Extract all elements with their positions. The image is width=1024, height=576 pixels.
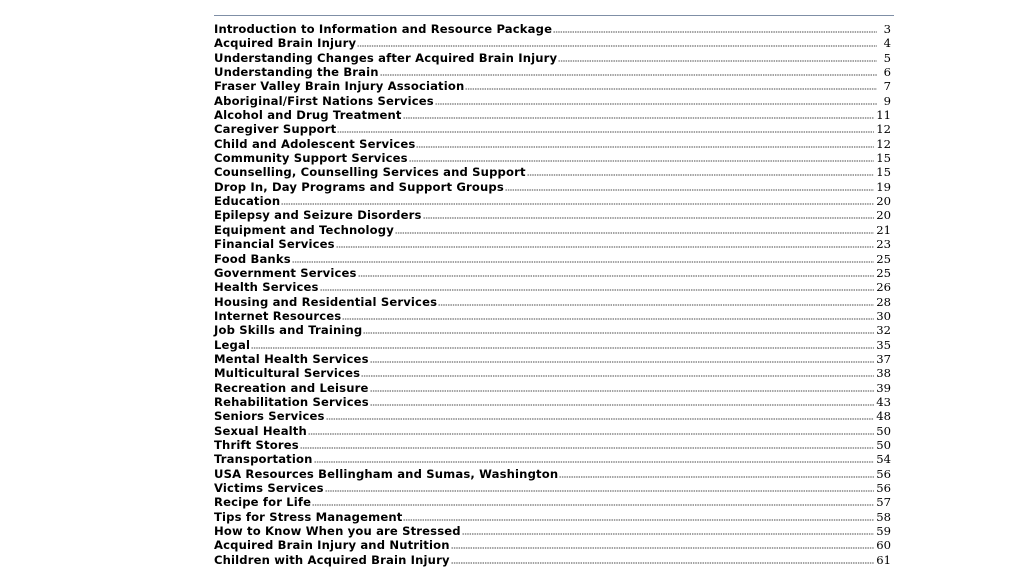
toc-entry[interactable] <box>214 194 891 208</box>
toc-entry[interactable] <box>214 481 891 495</box>
toc-entry-title[interactable]: Job Skills and Training <box>214 323 363 338</box>
toc-entry-title[interactable]: Internet Resources <box>214 308 342 323</box>
toc-entry-page-number[interactable]: 6 <box>883 65 891 80</box>
toc-entry[interactable] <box>214 510 891 524</box>
dot-leader <box>357 37 877 47</box>
dot-leader <box>416 138 874 148</box>
toc-entry[interactable] <box>214 94 891 108</box>
toc-entry-title[interactable]: Mental Health Services <box>214 351 369 366</box>
dot-leader <box>337 123 874 133</box>
toc-entry-title[interactable]: Sexual Health <box>214 423 307 438</box>
toc-entry-page-number[interactable]: 35 <box>876 337 891 352</box>
toc-entry[interactable] <box>214 208 891 222</box>
toc-entry-page-number[interactable]: 56 <box>876 481 891 495</box>
toc-entry-page-number[interactable]: 60 <box>876 538 891 553</box>
toc-entry-page-number[interactable]: 9 <box>883 93 891 108</box>
toc-entry[interactable] <box>214 65 891 79</box>
toc-entry-title[interactable]: USA Resources Bellingham and Sumas, Washington <box>214 466 559 481</box>
toc-entry[interactable] <box>214 381 891 395</box>
table-of-contents <box>214 22 891 567</box>
toc-entry-title[interactable]: Tips for Stress Management <box>214 509 403 524</box>
toc-entry-title[interactable]: Rehabilitation Services <box>214 394 369 409</box>
dot-leader <box>451 554 875 564</box>
toc-entry-title[interactable]: Epilepsy and Seizure Disorders <box>214 208 422 223</box>
toc-entry[interactable] <box>214 280 891 294</box>
toc-entry-title[interactable]: Housing and Residential Services <box>214 294 438 309</box>
toc-entry[interactable] <box>214 223 891 237</box>
toc-entry-page-number[interactable]: 12 <box>876 122 891 137</box>
dot-leader <box>558 52 877 62</box>
toc-entry-title[interactable]: Acquired Brain Injury <box>214 36 357 51</box>
toc-entry-page-number[interactable]: 15 <box>876 151 891 166</box>
toc-entry-title[interactable]: Caregiver Support <box>214 122 337 137</box>
toc-entry[interactable] <box>214 151 891 165</box>
dot-leader <box>361 367 874 377</box>
dot-leader <box>370 382 875 392</box>
toc-entry[interactable] <box>214 395 891 409</box>
toc-entry-page-number[interactable]: 58 <box>876 509 891 524</box>
toc-entry-page-number[interactable]: 28 <box>876 294 891 309</box>
toc-entry-page-number[interactable]: 56 <box>876 466 891 481</box>
dot-leader <box>251 339 874 349</box>
toc-entry[interactable] <box>214 409 891 423</box>
dot-leader <box>320 281 875 291</box>
toc-entry-title[interactable]: Recipe for Life <box>214 495 312 510</box>
toc-entry-page-number[interactable]: 39 <box>876 380 891 395</box>
dot-leader <box>527 166 875 176</box>
toc-entry-title[interactable]: Recreation and Leisure <box>214 380 369 395</box>
toc-entry-title[interactable]: Aboriginal/First Nations Services <box>214 93 434 108</box>
toc-entry-page-number[interactable]: 11 <box>876 108 891 123</box>
toc-entry[interactable] <box>214 137 891 151</box>
toc-entry[interactable] <box>214 424 891 438</box>
toc-entry-title[interactable]: Victims Services <box>214 481 324 495</box>
toc-entry-title[interactable]: Multicultural Services <box>214 366 361 381</box>
toc-entry[interactable] <box>214 452 891 466</box>
dot-leader <box>342 310 874 320</box>
toc-entry[interactable] <box>214 108 891 122</box>
toc-entry[interactable] <box>214 165 891 179</box>
toc-entry-title[interactable]: How to Know When you are Stressed <box>214 524 461 539</box>
toc-entry-title[interactable]: Alcohol and Drug Treatment <box>214 108 402 123</box>
toc-entry-page-number[interactable]: 19 <box>876 179 891 194</box>
dot-leader <box>559 468 874 478</box>
toc-entry[interactable] <box>214 51 891 65</box>
toc-entry[interactable] <box>214 553 891 567</box>
toc-entry[interactable] <box>214 22 891 36</box>
toc-entry-page-number[interactable]: 5 <box>883 50 891 65</box>
dot-leader <box>312 496 874 506</box>
dot-leader <box>281 195 874 205</box>
dot-leader <box>423 209 875 219</box>
toc-entry-title[interactable]: Government Services <box>214 265 357 280</box>
toc-entry-title[interactable]: Equipment and Technology <box>214 222 394 237</box>
dot-leader <box>462 525 874 535</box>
toc-entry-page-number[interactable]: 37 <box>876 351 891 366</box>
toc-entry[interactable] <box>214 524 891 538</box>
toc-entry[interactable] <box>214 36 891 50</box>
toc-entry[interactable] <box>214 295 891 309</box>
toc-entry-page-number[interactable]: 25 <box>876 265 891 280</box>
dot-leader <box>403 109 875 119</box>
toc-entry[interactable] <box>214 309 891 323</box>
toc-entry-page-number[interactable]: 43 <box>876 394 891 409</box>
toc-entry-title[interactable]: Thrift Stores <box>214 437 299 452</box>
dot-leader <box>403 511 874 521</box>
dot-leader <box>395 224 874 234</box>
toc-entry-title[interactable]: Drop In, Day Programs and Support Groups <box>214 179 504 194</box>
dot-leader <box>553 23 877 33</box>
toc-entry-title[interactable]: Fraser Valley Brain Injury Association <box>214 79 465 94</box>
toc-entry[interactable] <box>214 495 891 509</box>
toc-entry[interactable] <box>214 438 891 452</box>
toc-entry[interactable] <box>214 122 891 136</box>
dot-leader <box>370 353 875 363</box>
toc-entry[interactable] <box>214 323 891 337</box>
dot-leader <box>325 482 875 492</box>
dot-leader <box>336 238 875 248</box>
toc-entry-page-number[interactable]: 4 <box>883 36 891 51</box>
toc-entry[interactable] <box>214 538 891 552</box>
toc-entry-page-number[interactable]: 12 <box>876 136 891 151</box>
toc-entry-title[interactable]: Children with Acquired Brain Injury <box>214 552 450 567</box>
toc-entry-page-number[interactable]: 7 <box>883 79 891 94</box>
toc-entry-title[interactable]: Transportation <box>214 452 313 467</box>
dot-leader <box>308 425 874 435</box>
dot-leader <box>380 66 877 76</box>
toc-entry-page-number[interactable]: 50 <box>876 423 891 438</box>
dot-leader <box>292 253 874 263</box>
toc-entry-page-number[interactable]: 57 <box>876 495 891 510</box>
toc-entry-title[interactable]: Food Banks <box>214 251 291 266</box>
dot-leader <box>451 539 875 549</box>
toc-entry-page-number[interactable]: 48 <box>876 409 891 424</box>
dot-leader <box>435 95 877 105</box>
toc-entry-page-number[interactable]: 30 <box>876 308 891 323</box>
toc-entry-title[interactable]: Legal <box>214 337 251 352</box>
toc-entry-title[interactable]: Health Services <box>214 280 319 295</box>
toc-entry-page-number[interactable]: 61 <box>876 552 891 567</box>
toc-entry-title[interactable]: Counselling, Counselling Services and Support <box>214 165 526 180</box>
toc-entry-page-number[interactable]: 59 <box>876 524 891 539</box>
toc-entry-page-number[interactable]: 26 <box>876 280 891 295</box>
toc-entry[interactable] <box>214 237 891 251</box>
toc-entry-title[interactable]: Introduction to Information and Resource Package <box>214 22 553 36</box>
toc-entry-page-number[interactable]: 50 <box>876 437 891 452</box>
toc-entry-title[interactable]: Education <box>214 194 281 209</box>
toc-entry-title[interactable]: Financial Services <box>214 237 335 252</box>
toc-entry[interactable] <box>214 352 891 366</box>
toc-entry[interactable] <box>214 180 891 194</box>
toc-entry-page-number[interactable]: 21 <box>876 222 891 237</box>
toc-entry-page-number[interactable]: 20 <box>876 208 891 223</box>
toc-entry[interactable] <box>214 366 891 380</box>
dot-leader <box>326 410 875 420</box>
toc-entry-page-number[interactable]: 25 <box>876 251 891 266</box>
toc-entry-page-number[interactable]: 38 <box>876 366 891 381</box>
dot-leader <box>363 324 874 334</box>
toc-entry-page-number[interactable]: 3 <box>883 22 891 36</box>
toc-entry-page-number[interactable]: 20 <box>876 194 891 209</box>
dot-leader <box>314 453 875 463</box>
toc-entry[interactable] <box>214 79 891 93</box>
toc-entry-title[interactable]: Seniors Services <box>214 409 325 424</box>
toc-entry[interactable] <box>214 467 891 481</box>
toc-entry[interactable] <box>214 252 891 266</box>
toc-entry-title[interactable]: Understanding the Brain <box>214 65 379 80</box>
toc-entry-page-number[interactable]: 54 <box>876 452 891 467</box>
dot-leader <box>358 267 875 277</box>
toc-entry-title[interactable]: Understanding Changes after Acquired Brain Injury <box>214 50 558 65</box>
dot-leader <box>438 296 874 306</box>
toc-entry[interactable] <box>214 338 891 352</box>
toc-entry-page-number[interactable]: 23 <box>876 237 891 252</box>
toc-entry-page-number[interactable]: 15 <box>876 165 891 180</box>
toc-entry-title[interactable]: Child and Adolescent Services <box>214 136 416 151</box>
dot-leader <box>465 80 877 90</box>
toc-entry[interactable] <box>214 266 891 280</box>
dot-leader <box>505 181 874 191</box>
toc-entry-page-number[interactable]: 32 <box>876 323 891 338</box>
dot-leader <box>300 439 874 449</box>
header-rule <box>214 15 894 16</box>
dot-leader <box>409 152 875 162</box>
toc-entry-title[interactable]: Community Support Services <box>214 151 408 166</box>
dot-leader <box>370 396 874 406</box>
toc-entry-title[interactable]: Acquired Brain Injury and Nutrition <box>214 538 450 553</box>
